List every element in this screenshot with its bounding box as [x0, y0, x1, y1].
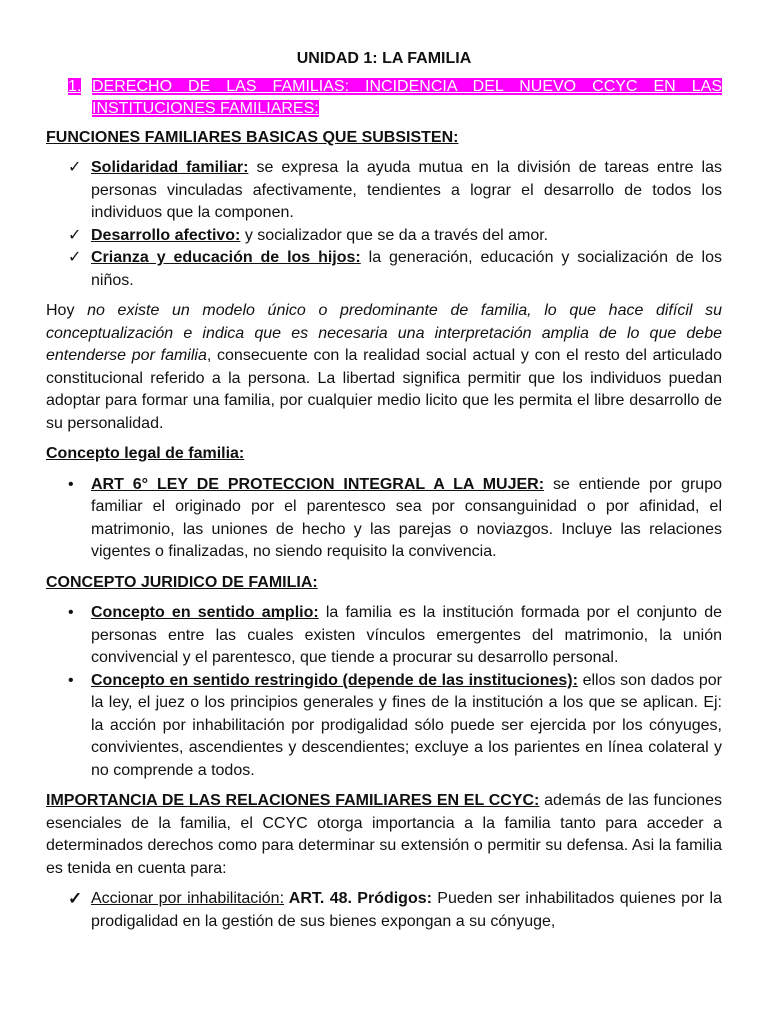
bullet-icon: •	[68, 671, 74, 689]
item-term: ART 6° LEY DE PROTECCION INTEGRAL A LA MUJER:	[91, 475, 545, 493]
heading-text: DERECHO DE LAS FAMILIAS: INCIDENCIA DEL NUEVO CCYC EN LAS INSTITUCIONES FAMILIARES:	[92, 77, 722, 117]
list-item	[46, 670, 722, 783]
checkmark-icon: ✓	[68, 159, 82, 176]
item-term: Accionar por inhabilitación:	[91, 890, 285, 907]
page-title: UNIDAD 1: LA FAMILIA	[296, 50, 472, 67]
item-text: la generación, educación y socialización de los niños.	[91, 249, 723, 289]
importancia-list	[46, 888, 722, 933]
bullet-icon: •	[68, 475, 74, 493]
heading-number: 1.	[68, 77, 82, 95]
section-title-juridico: CONCEPTO JURIDICO DE FAMILIA:	[46, 573, 318, 591]
item-term: Solidaridad familiar:	[91, 159, 249, 176]
section-title-funciones: FUNCIONES FAMILIARES BASICAS QUE SUBSISTEN:	[46, 128, 459, 146]
list-item	[46, 247, 722, 292]
paragraph-term: IMPORTANCIA DE LAS RELACIONES FAMILIARES EN EL CCYC:	[46, 792, 540, 809]
document-page	[46, 44, 722, 941]
item-text: la familia es la institución formada por el conjunto de personas entre las cuales existen vínculos emergentes del matrimonio, la unión convivencial y el parentesco, que tiende a procurar su desarrollo personal.	[91, 604, 723, 666]
paragraph-importancia: IMPORTANCIA DE LAS RELACIONES FAMILIARES EN EL CCYC: además de las funciones esenciales de la familia, el CCYC otorga importancia a la familia tanto para acceder a determinados derechos como para determinar su extensión o permitir su defensa. Asi la familia es tenida en cuenta para:	[46, 792, 722, 877]
paragraph-hoy: Hoy no existe un modelo único o predominante de familia, lo que hace difícil su conceptualización e indica que es necesaria una interpretación amplia de lo que debe entenderse por familia, consecuente con la realidad social actual y con el resto del articulado constitucional referido a la persona. La libertad significa permitir que los individuos puedan adoptar para formar una familia, por cualquier medio licito que les permita el libre desarrollo de su personalidad.	[46, 302, 722, 432]
section-heading-1	[68, 76, 722, 121]
item-term: Desarrollo afectivo:	[91, 226, 241, 244]
item-term: Crianza y educación de los hijos:	[91, 249, 361, 266]
item-term: Concepto en sentido restringido (depende de las instituciones):	[91, 671, 578, 689]
item-text: y socializador que se da a través del amor.	[240, 226, 549, 244]
item-text: ellos son dados por la ley, el juez o los principios generales y fines de la institución a los que se aplican. Ej: la acción por inhabilitación por prodigalidad sólo puede ser ejercida por los cónyuges, convivientes, ascendientes y descendientes; excluye a los parientes en línea colateral y no comprende a todos.	[91, 671, 722, 779]
checkmark-icon: ✓	[68, 226, 82, 244]
item-text: Pueden ser inhabilitados quienes por la prodigalidad en la gestión de sus bienes expongan a su cónyuge,	[91, 890, 723, 930]
item-term: Concepto en sentido amplio:	[91, 604, 319, 621]
funciones-list	[46, 157, 722, 292]
italic-text: no existe un modelo único o predominante de familia, lo que hace difícil su conceptualización e indica que es necesaria una interpretación amplia de lo que debe entenderse por familia	[46, 302, 722, 364]
item-text: se expresa la ayuda mutua en la división de tareas entre las personas vinculadas afectivamente, tendientes a lograr el desarrollo de todos los individuos que la componen.	[91, 159, 722, 221]
legal-list	[46, 474, 722, 564]
list-item	[46, 602, 722, 670]
list-item	[46, 157, 722, 225]
list-item	[46, 888, 722, 933]
item-text: se entiende por grupo familiar el originado por el parentesco sea por consanguinidad o por afinidad, el matrimonio, las uniones de hecho y las parejas o noviazgos. Incluye las relaciones vigentes o finalizadas, no siendo requisito la convivencia.	[91, 475, 722, 560]
checkmark-icon: ✓	[68, 889, 83, 908]
checkmark-icon: ✓	[68, 249, 82, 266]
juridico-list	[46, 602, 722, 782]
section-title-legal: Concepto legal de familia:	[46, 445, 245, 462]
bullet-icon: •	[68, 604, 74, 621]
item-article: ART. 48. Pródigos:	[284, 890, 432, 907]
list-item	[46, 225, 722, 248]
list-item	[46, 474, 722, 564]
